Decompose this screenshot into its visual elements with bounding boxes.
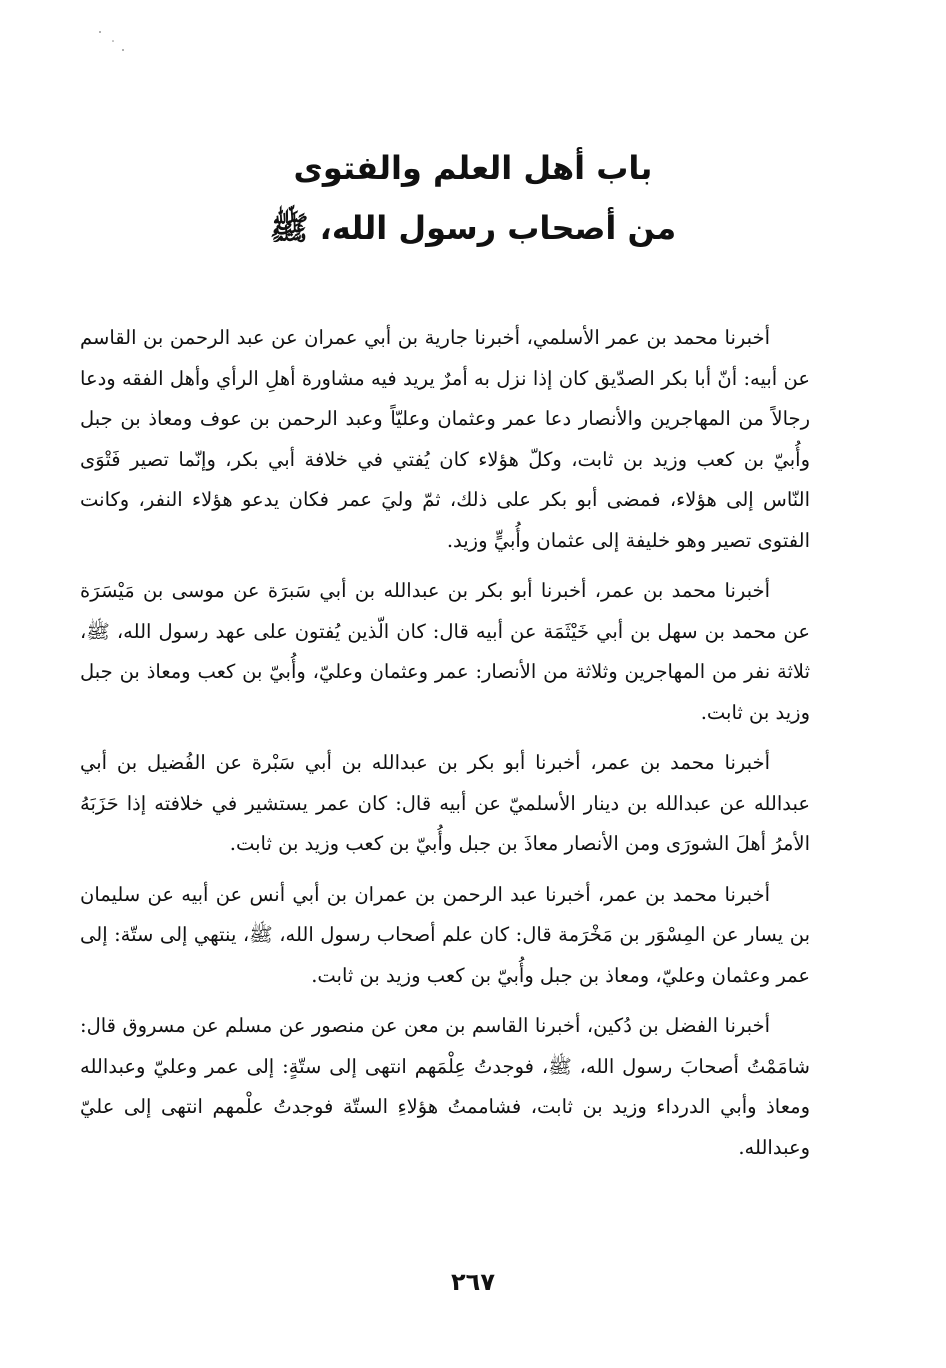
paragraph-1: أخبرنا محمد بن عمر الأسلمي، أخبرنا جارية بن أبي عمران عن عبد الرحمن بن القاسم عن أبيه: أنّ أبا بكر الصدّيق كان إذا نزل به أمرٌ يريد فيه مشاورة أهلِ الرأي وأهل الفقه ودعا رجالاً من المهاجرين والأنصار دعا عمر وعثمان وعليّاً وعبد الرحمن بن عوف ومعاذ بن جبل وأُبيّ بن كعب وزيد بن ثابت، وكلّ هؤلاء كان يُفتي في خلافة أبي بكر، وإنّما تصير فَتْوَى النّاس إلى هؤلاء، فمضى أبو بكر على ذلك، ثمّ وليَ عمر فكان يدعو هؤلاء النفر، وكانت الفتوى تصير وهو خليفة إلى عثمان وأُبيٍّ وزيد. (80, 326, 810, 552)
paragraph-3: أخبرنا محمد بن عمر، أخبرنا أبو بكر بن عبدالله بن أبي سَبْرة عن الفُضيل بن أبي عبدالله عن عبدالله بن دينار الأسلميّ عن أبيه قال: كان عمر يستشير في خلافته إذا حَزَبَهُ الأمرُ أهلَ الشورَى ومن الأنصار معاذَ بن جبل وأُبيّ بن كعب وزيد بن ثابت. (80, 751, 810, 855)
chapter-title-line-2: من أصحاب رسول الله، ﷺ (269, 209, 677, 247)
paragraph-2: أخبرنا محمد بن عمر، أخبرنا أبو بكر بن عبدالله بن أبي سَبرَة عن موسى بن مَيْسَرَة عن محمد بن سهل بن أبي خَيْثَمَة عن أبيه قال: كان الّذين يُفتون على عهد رسول الله، ﷺ، ثلاثة نفر من المهاجرين وثلاثة من الأنصار: عمر وعثمان وعليّ، وأُبيّ بن كعب ومعاذ بن جبل وزيد بن ثابت. (80, 579, 810, 724)
chapter-title-line-1: باب أهل العلم والفتوى (293, 149, 653, 187)
paragraph-4: أخبرنا محمد بن عمر، أخبرنا عبد الرحمن بن عمران بن أبي أنس عن أبيه عن سليمان بن يسار عن المِسْوَر بن مَخْرَمة قال: كان علم أصحاب رسول الله، ﷺ، ينتهي إلى ستّة: إلى عمر وعثمان وعليّ، ومعاذ بن جبل وأُبيّ بن كعب وزيد بن ثابت. (80, 882, 810, 987)
chapter-title (0, 138, 946, 258)
page-number: ٢٦٧ (451, 1268, 495, 1296)
paragraph-5: أخبرنا الفضل بن دُكين، أخبرنا القاسم بن معن عن منصور عن مسلم عن مسروق قال: شامَمْتُ أصحابَ رسول الله، ﷺ، فوجدتُ عِلْمَهم انتهى إلى ستّةٍ: إلى عمر وعليّ وعبدالله ومعاذ وأبي الدرداء وزيد بن ثابت، فشاممتُ هؤلاءِ الستّة فوجدتُ علْمهم انتهى إلى عليّ وعبدالله. (80, 1014, 810, 1159)
body-text (80, 318, 810, 1178)
scan-speck-marks (96, 28, 136, 58)
